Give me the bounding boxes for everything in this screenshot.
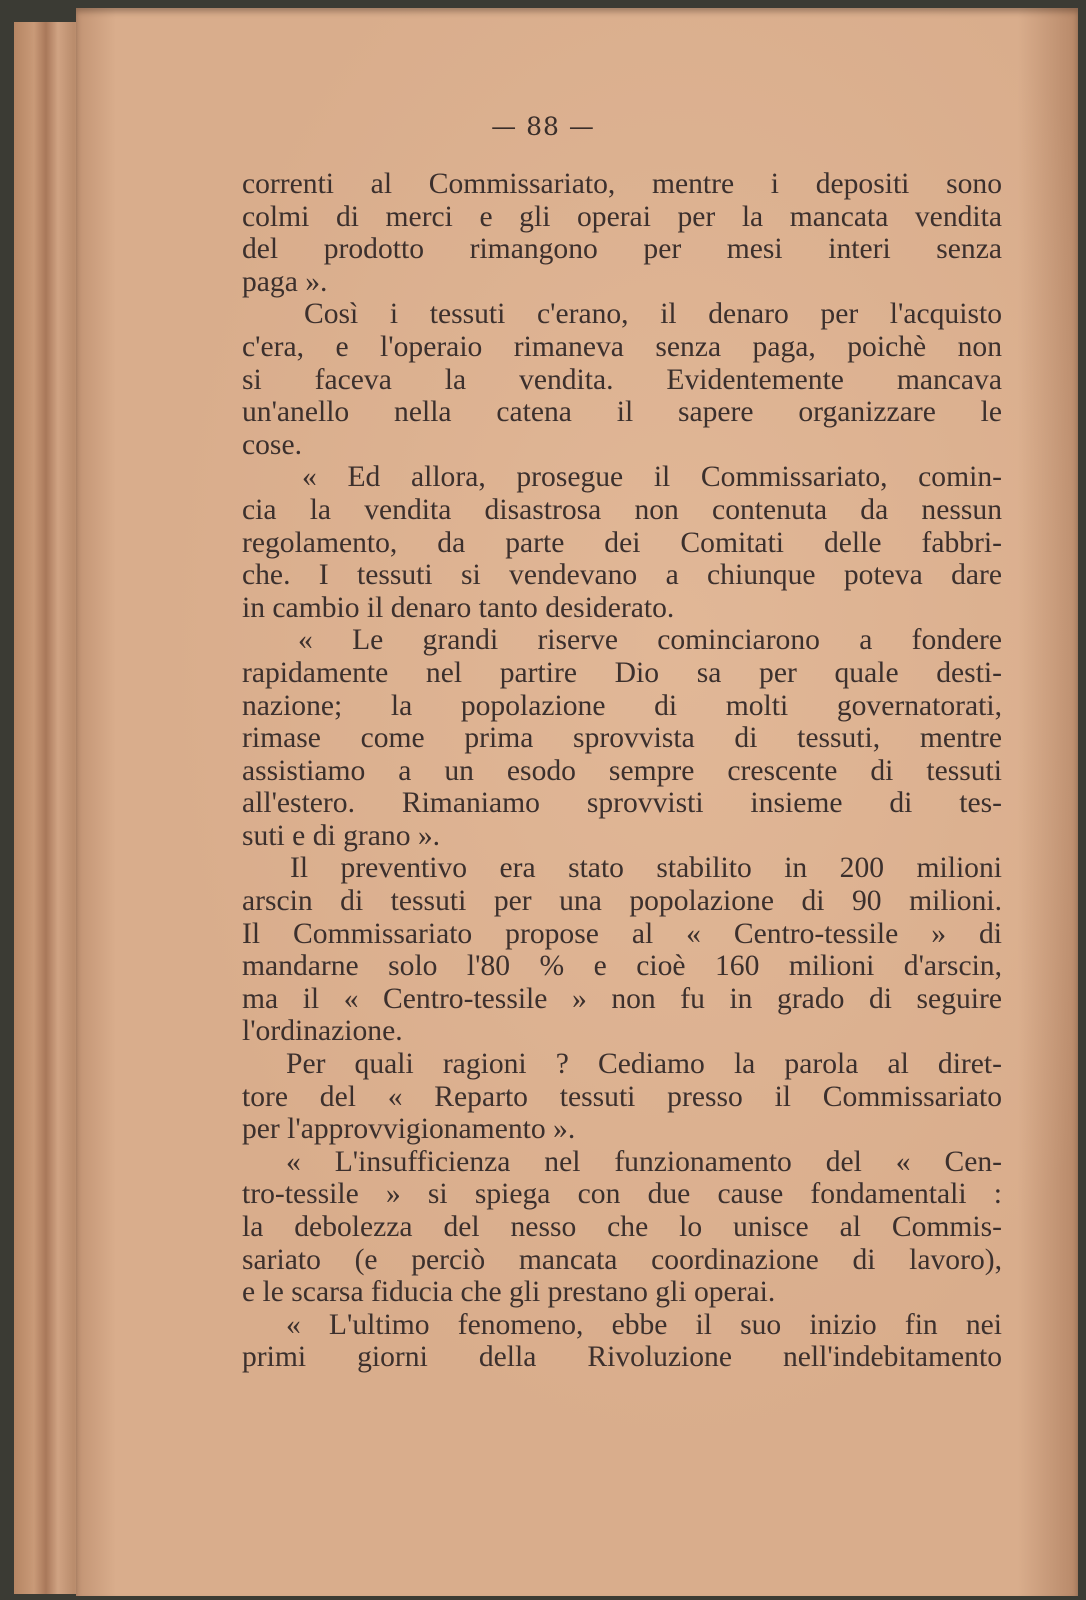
- text-line: Per quali ragioni ? Cediamo la parola al diret-: [286, 1048, 1002, 1081]
- text-line: la debolezza del nesso che lo unisce al Commis-: [242, 1211, 1002, 1243]
- text-line: che. I tessuti si vendevano a chiunque poteva dare: [242, 559, 1002, 592]
- text-line: « L'insufficienza nel funzionamento del « Cen-: [286, 1145, 1002, 1178]
- text-line: paga ».: [242, 265, 328, 298]
- text-line: regolamento, da parte dei Comitati delle fabbri-: [242, 526, 1002, 559]
- text-line: « Le grandi riserve cominciarono a fondere: [298, 624, 1002, 657]
- text-line: tro-tessile » si spiega con due cause fondamentali :: [242, 1178, 1002, 1211]
- text-line: del prodotto rimangono per mesi interi senza: [242, 233, 1002, 266]
- text-line: rapidamente nel partire Dio sa per quale desti-: [242, 656, 1002, 689]
- text-line: ma il « Centro-tessile » non fu in grado di seguire: [242, 982, 1002, 1015]
- text-line: c'era, e l'operaio rimaneva senza paga, poichè non: [242, 330, 1002, 363]
- text-line: all'estero. Rimaniamo sprovvisti insieme di tes-: [242, 787, 1002, 820]
- page-number: — 88 —: [491, 112, 595, 141]
- text-line: per l'approvvigionamento ».: [242, 1113, 576, 1146]
- text-line: « L'ultimo fenomeno, ebbe il suo inizio fin nei: [286, 1308, 1002, 1341]
- text-line: nazione; la popolazione di molti governatorati,: [242, 689, 1002, 722]
- text-line: cose.: [242, 428, 302, 461]
- text-line: Il Commissariato propose al « Centro-tessile » di: [242, 917, 1002, 950]
- text-line: si faceva la vendita. Evidentemente mancava: [242, 363, 1002, 396]
- text-line: in cambio il denaro tanto desiderato.: [242, 591, 675, 624]
- text-line: Il preventivo era stato stabilito in 200 milioni: [290, 852, 1002, 885]
- text-line: tore del « Reparto tessuti presso il Commissariato: [242, 1080, 1002, 1113]
- text-line: « Ed allora, prosegue il Commissariato, comin-: [302, 461, 1002, 494]
- text-line: l'ordinazione.: [242, 1015, 403, 1048]
- text-line: rimase come prima sprovvista di tessuti, mentre: [242, 722, 1002, 755]
- text-line: e le scarsa fiducia che gli prestano gli operai.: [242, 1276, 776, 1309]
- text-line: un'anello nella catena il sapere organizzare le: [242, 396, 1002, 429]
- text-line: sariato (e perciò mancata coordinazione di lavoro),: [242, 1243, 1002, 1276]
- text-line: arscin di tessuti per una popolazione di 90 milioni.: [242, 885, 1002, 918]
- text-line: cia la vendita disastrosa non contenuta da nessun: [242, 493, 1002, 526]
- text-line: mandarne solo l'80 % e cioè 160 milioni d'arscin,: [242, 950, 1002, 983]
- text-line: correnti al Commissariato, mentre i depositi sono: [242, 168, 1002, 200]
- text-line: primi giorni della Rivoluzione nell'indebitamento: [242, 1341, 1002, 1374]
- text-line: suti e di grano ».: [242, 819, 441, 852]
- text-line: assistiamo a un esodo sempre crescente di tessuti: [242, 754, 1002, 787]
- body-text: [242, 168, 1002, 1374]
- text-line: Così i tessuti c'erano, il denaro per l'acquisto: [304, 298, 1002, 331]
- text-line: colmi di merci e gli operai per la mancata vendita: [242, 200, 1002, 233]
